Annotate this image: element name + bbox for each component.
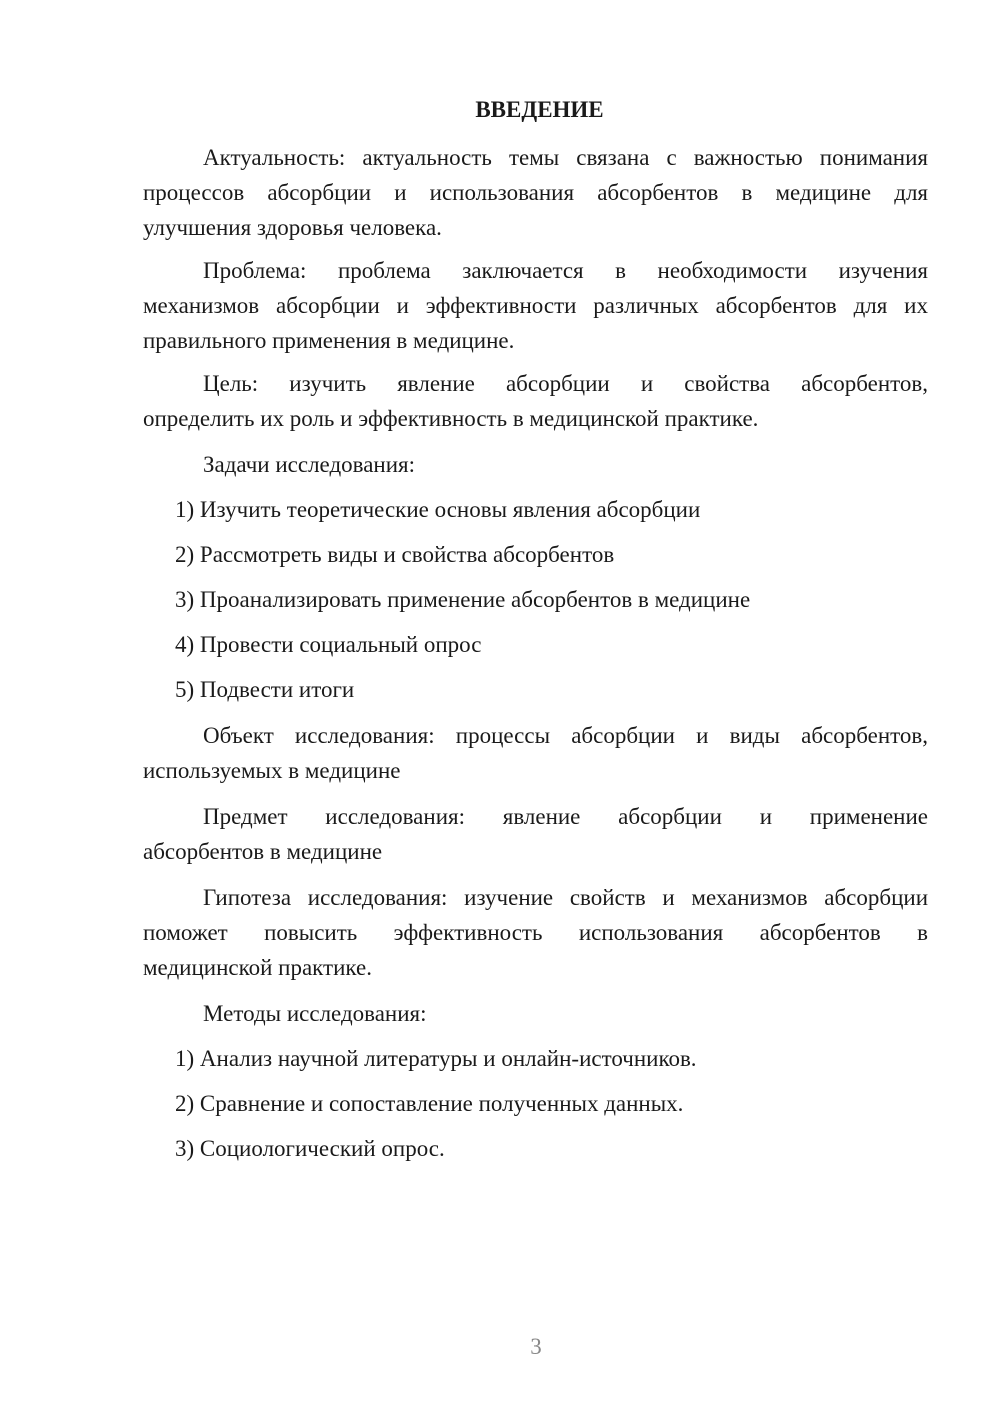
object-line: Объект исследования: процессы абсорбции и виды абсорбентов, <box>203 723 928 748</box>
problem-line: Проблема: проблема заключается в необходимости изучения <box>203 258 928 283</box>
goal-line: определить их роль и эффективность в медицинской практике. <box>143 406 759 431</box>
goal-line: Цель: изучить явление абсорбции и свойства абсорбентов, <box>203 371 928 396</box>
page-title: ВВЕДЕНИЕ <box>475 97 604 122</box>
methods-list <box>143 1041 928 1166</box>
goal-paragraph <box>143 366 928 436</box>
hypothesis-paragraph <box>143 880 928 985</box>
hypothesis-line: поможет повысить эффективность использования абсорбентов в <box>143 920 928 945</box>
problem-line: механизмов абсорбции и эффективности различных абсорбентов для их <box>143 293 928 318</box>
tasks-heading: Задачи исследования: <box>203 452 416 477</box>
relevance-paragraph <box>143 140 928 245</box>
relevance-line: Актуальность: актуальность темы связана с важностью понимания <box>203 145 928 170</box>
document-page <box>143 90 928 1166</box>
subject-paragraph <box>143 799 928 869</box>
page-number: 3 <box>530 1334 542 1359</box>
list-item: 1) Изучить теоретические основы явления абсорбции <box>175 497 701 522</box>
list-item: 4) Провести социальный опрос <box>175 632 482 657</box>
list-item: 1) Анализ научной литературы и онлайн-источников. <box>175 1046 697 1071</box>
subject-line: Предмет исследования: явление абсорбции и применение <box>203 804 928 829</box>
list-item: 2) Рассмотреть виды и свойства абсорбентов <box>175 542 615 567</box>
methods-heading: Методы исследования: <box>203 1001 427 1026</box>
problem-paragraph <box>143 253 928 358</box>
hypothesis-line: Гипотеза исследования: изучение свойств и механизмов абсорбции <box>203 885 928 910</box>
list-item: 2) Сравнение и сопоставление полученных данных. <box>175 1091 684 1116</box>
tasks-list <box>143 492 928 707</box>
object-line: используемых в медицине <box>143 758 401 783</box>
hypothesis-line: медицинской практике. <box>143 955 372 980</box>
problem-line: правильного применения в медицине. <box>143 328 515 353</box>
list-item: 3) Социологический опрос. <box>175 1136 445 1161</box>
relevance-line: улучшения здоровья человека. <box>143 215 442 240</box>
list-item: 3) Проанализировать применение абсорбентов в медицине <box>175 587 751 612</box>
subject-line: абсорбентов в медицине <box>143 839 383 864</box>
object-paragraph <box>143 718 928 788</box>
relevance-line: процессов абсорбции и использования абсорбентов в медицине для <box>143 180 928 205</box>
list-item: 5) Подвести итоги <box>175 677 355 702</box>
